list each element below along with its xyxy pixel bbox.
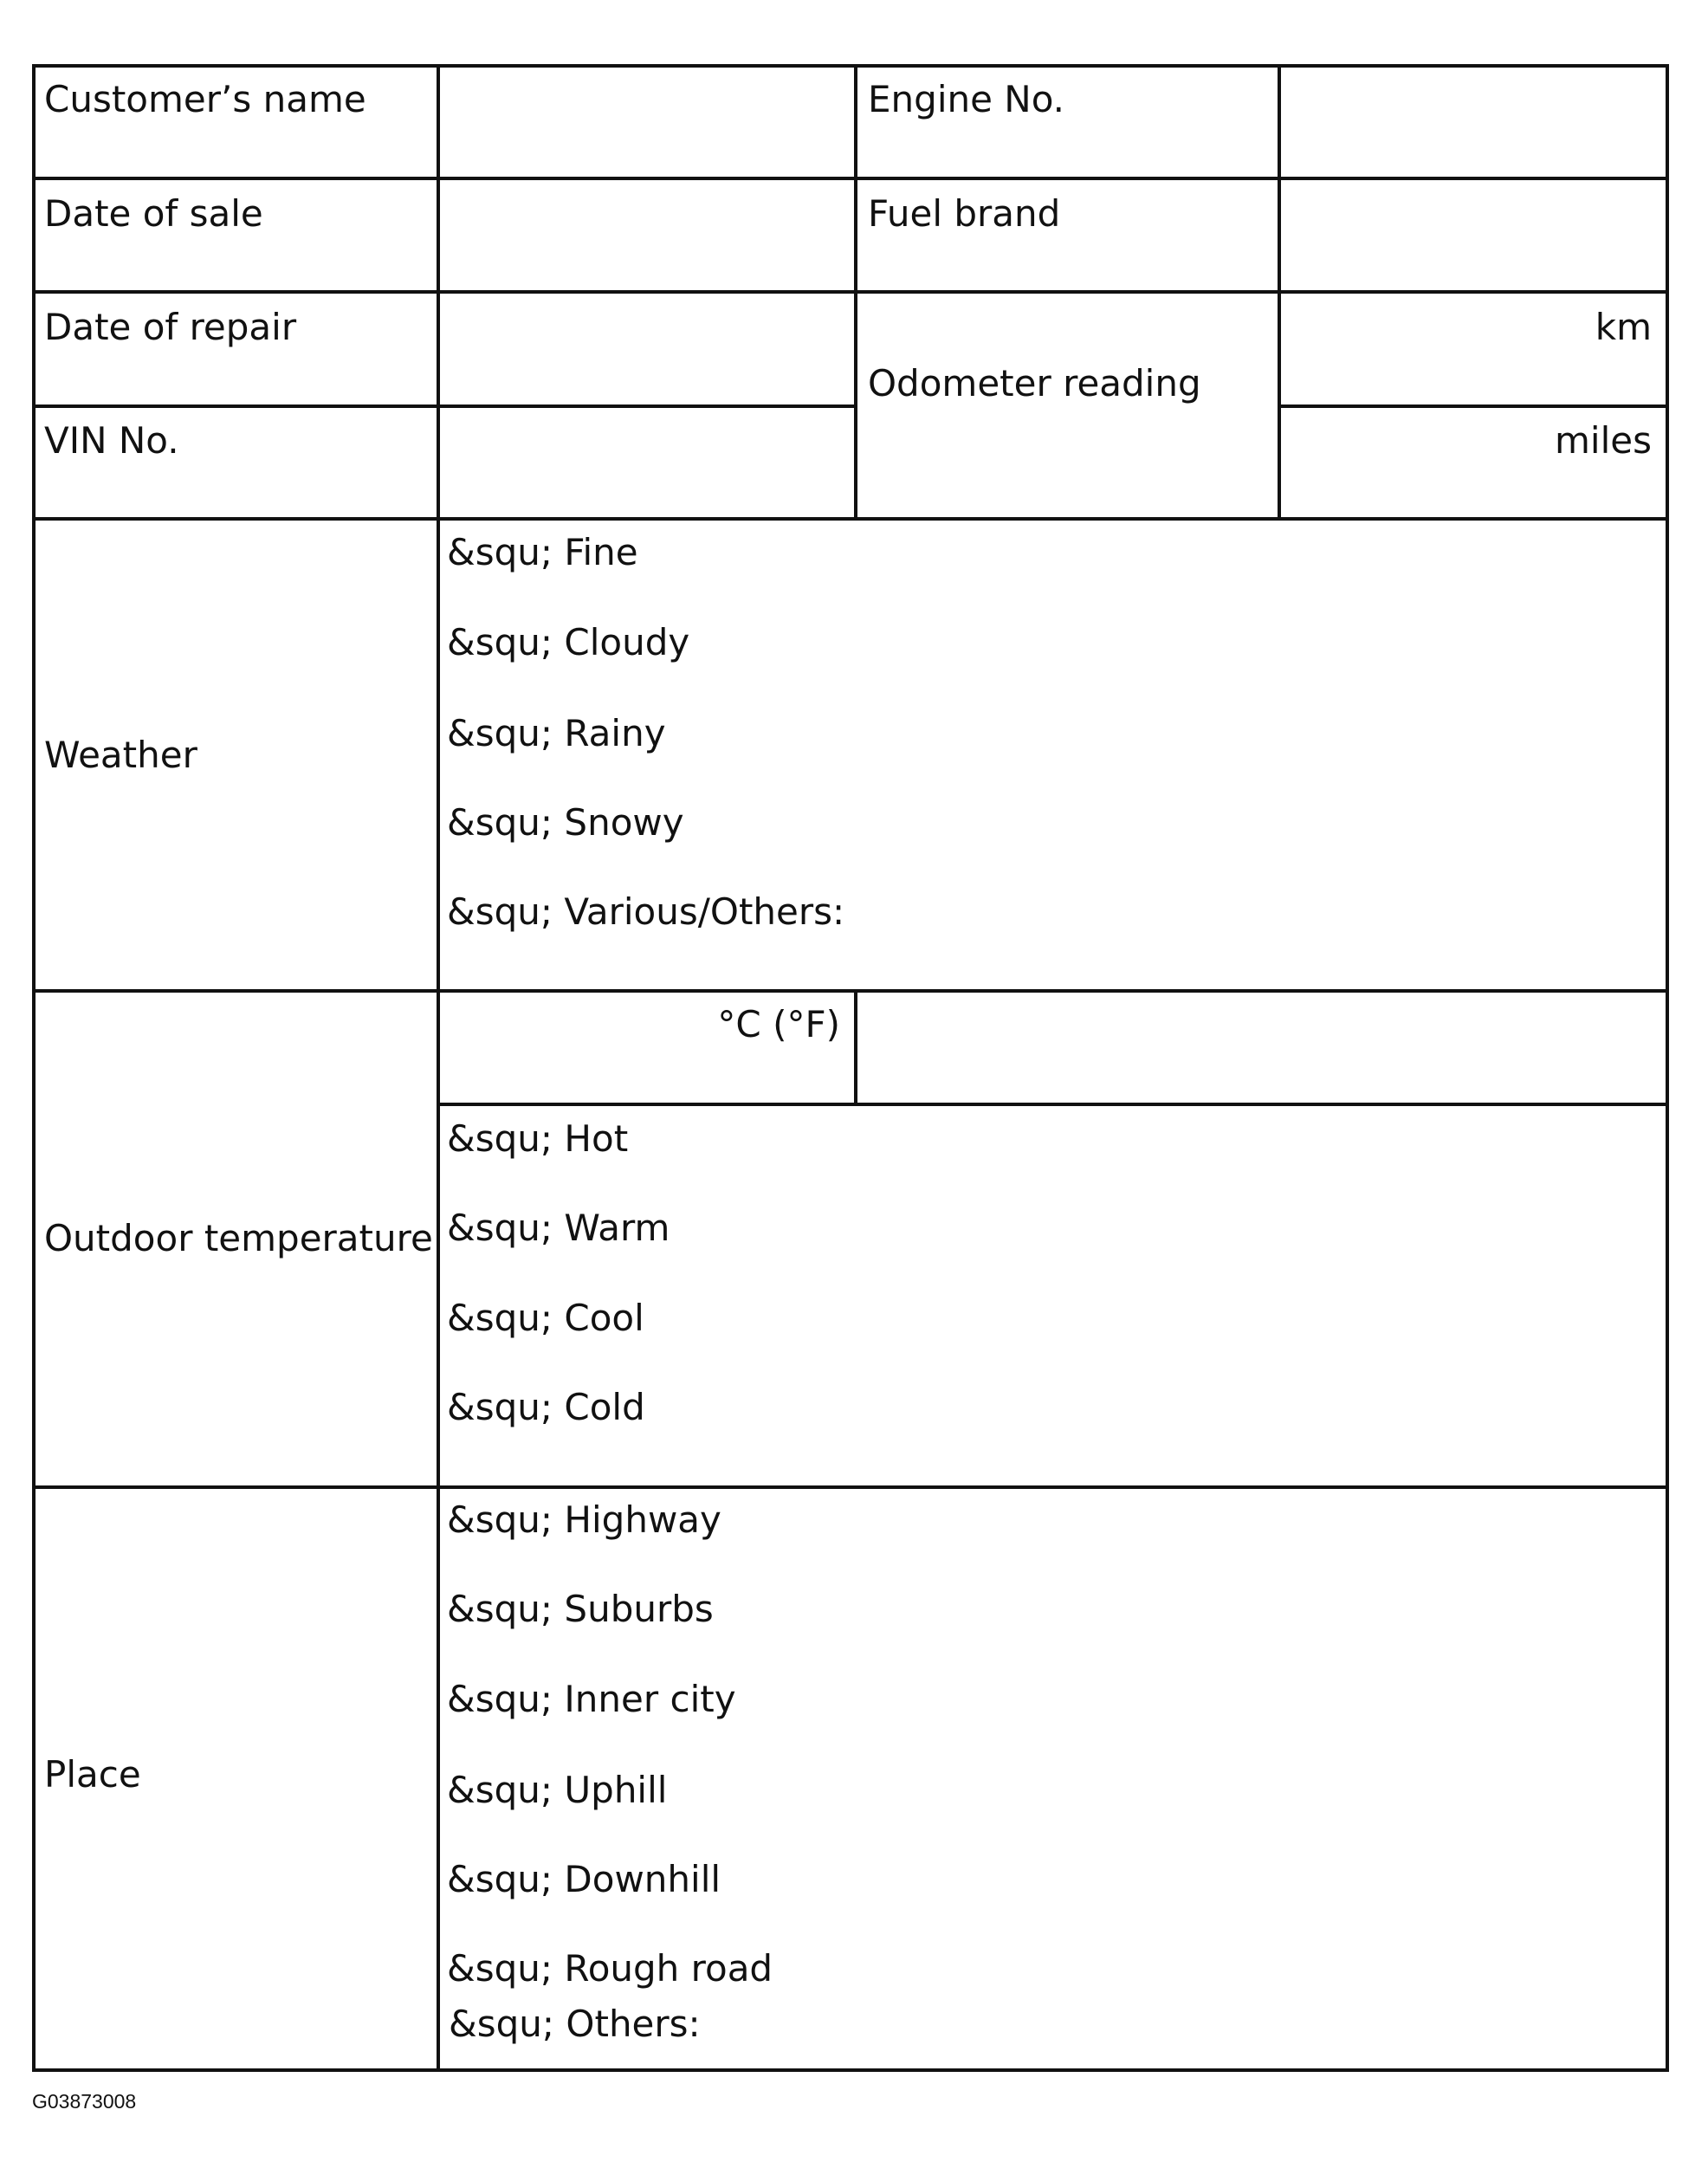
engine-no-field[interactable] [1281,68,1666,177]
weather-option-cloudy[interactable]: &squ; Cloudy [447,621,690,663]
rule [32,1485,1669,1489]
weather-option-rainy[interactable]: &squ; Rainy [447,712,666,754]
figure-id: G03873008 [32,2090,137,2113]
vin-no-field[interactable] [440,408,854,517]
temperature-option-warm[interactable]: &squ; Warm [447,1207,670,1249]
weather-label: Weather [44,734,197,776]
outdoor-temperature-label: Outdoor temperature [44,1217,433,1259]
place-label: Place [44,1753,141,1796]
odometer-reading-label: Odometer reading [868,362,1201,404]
weather-option-fine[interactable]: &squ; Fine [447,531,638,573]
place-option-highway[interactable]: &squ; Highway [447,1498,721,1541]
customer-name-label: Customer’s name [44,78,366,120]
temperature-option-hot[interactable]: &squ; Hot [447,1117,629,1160]
rule [32,2068,1669,2072]
odometer-km-unit: km [1595,306,1652,348]
place-option-uphill[interactable]: &squ; Uphill [447,1769,668,1811]
diagnostic-form [32,64,1669,2072]
weather-option-snowy[interactable]: &squ; Snowy [447,801,684,844]
rule [32,517,1669,521]
place-option-suburbs[interactable]: &squ; Suburbs [447,1588,714,1630]
date-of-repair-label: Date of repair [44,306,297,348]
fuel-brand-field[interactable] [1281,180,1666,290]
customer-name-field[interactable] [440,68,854,177]
date-of-sale-label: Date of sale [44,192,263,235]
place-option-inner-city[interactable]: &squ; Inner city [447,1678,736,1720]
date-of-sale-field[interactable] [440,180,854,290]
temperature-unit: °C (°F) [717,1003,840,1045]
rule [437,1103,1669,1106]
engine-no-label: Engine No. [868,78,1065,120]
odometer-miles-unit: miles [1555,419,1652,462]
date-of-repair-field[interactable] [440,294,854,404]
temperature-option-cool[interactable]: &squ; Cool [447,1297,644,1339]
vin-no-label: VIN No. [44,419,179,462]
place-option-others[interactable]: &squ; Others: [449,2003,701,2045]
weather-option-others[interactable]: &squ; Various/Others: [447,890,845,933]
temperature-value-field[interactable] [857,993,1666,1103]
rule [1278,404,1669,408]
fuel-brand-label: Fuel brand [868,192,1061,235]
temperature-option-cold[interactable]: &squ; Cold [447,1386,645,1428]
place-option-rough-road[interactable]: &squ; Rough road [447,1947,773,1990]
rule [32,64,36,2072]
rule [854,64,857,521]
rule [1666,64,1669,2072]
place-option-downhill[interactable]: &squ; Downhill [447,1858,721,1900]
